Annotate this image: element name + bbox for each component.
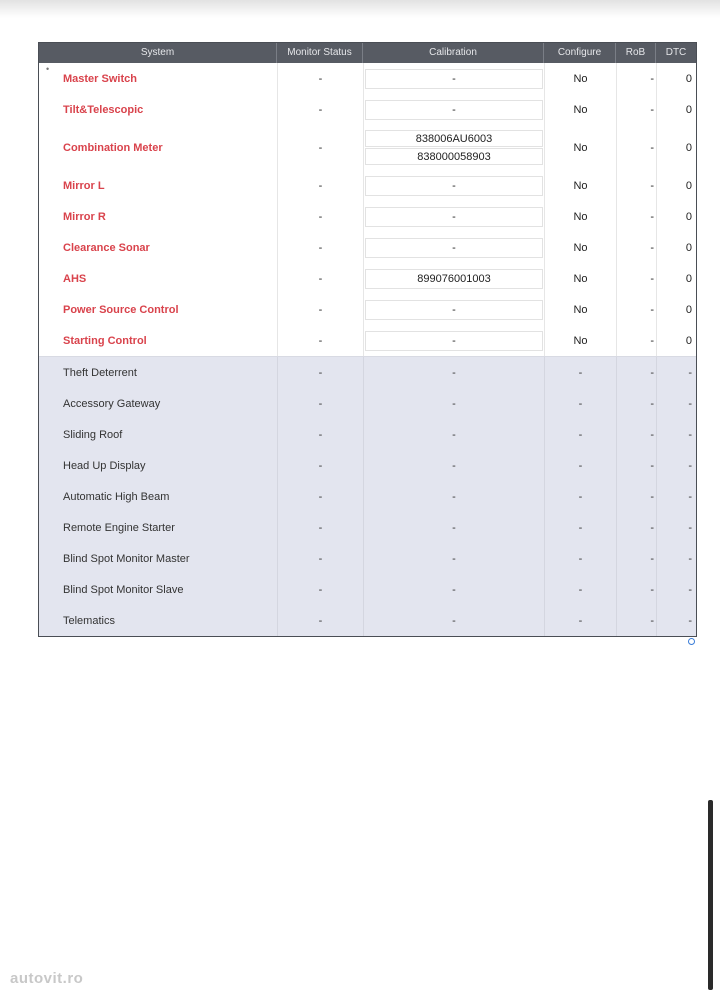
header-dtc: DTC	[665, 47, 687, 58]
monitor-status: -	[277, 125, 363, 170]
monitor-status: -	[277, 512, 363, 543]
configure-value: -	[544, 481, 616, 512]
system-name[interactable]: Theft Deterrent	[63, 366, 137, 379]
monitor-status: -	[277, 450, 363, 481]
rob-value: -	[616, 125, 656, 170]
configure-value: -	[544, 388, 616, 419]
calibration-value: -	[363, 481, 544, 512]
system-name[interactable]: Head Up Display	[63, 459, 146, 472]
calibration-value: -	[363, 388, 544, 419]
calibration-value: -	[365, 176, 543, 196]
rob-value: -	[616, 170, 656, 201]
configure-value: -	[544, 574, 616, 605]
configure-value: No	[544, 170, 616, 201]
calibration-value: -	[363, 543, 544, 574]
calibration-cell	[363, 263, 544, 294]
calibration-value: -	[365, 300, 543, 320]
configure-value: No	[544, 232, 616, 263]
rob-value: -	[616, 388, 656, 419]
monitor-status: -	[277, 63, 363, 94]
table-row	[39, 201, 696, 232]
dtc-value: 0	[656, 294, 696, 325]
calibration-value: 838006AU6003	[365, 130, 543, 147]
system-name[interactable]: Telematics	[63, 614, 115, 627]
dtc-value: 0	[656, 201, 696, 232]
monitor-status: -	[277, 419, 363, 450]
table-row	[39, 419, 696, 450]
system-name[interactable]: Blind Spot Monitor Master	[63, 552, 190, 565]
system-name[interactable]: Tilt&Telescopic	[63, 103, 144, 116]
monitor-status: -	[277, 232, 363, 263]
table-row	[39, 481, 696, 512]
calibration-values	[365, 269, 543, 289]
corner-marker	[688, 638, 695, 645]
configure-value: -	[544, 450, 616, 481]
monitor-status: -	[277, 94, 363, 125]
system-name[interactable]: Mirror L	[63, 179, 105, 192]
system-name[interactable]: Automatic High Beam	[63, 490, 170, 503]
monitor-status: -	[277, 605, 363, 636]
table-row	[39, 543, 696, 574]
system-name[interactable]: Power Source Control	[63, 303, 179, 316]
system-name[interactable]: Clearance Sonar	[63, 241, 150, 254]
dtc-value: -	[656, 543, 696, 574]
calibration-values	[365, 238, 543, 258]
system-name[interactable]: AHS	[63, 272, 87, 285]
monitor-status: -	[277, 263, 363, 294]
rob-value: -	[616, 63, 656, 94]
table-row	[39, 232, 696, 263]
watermark: autovit.ro	[10, 970, 84, 987]
table-row	[39, 94, 696, 125]
configure-value: -	[544, 543, 616, 574]
dtc-value: -	[656, 419, 696, 450]
calibration-values	[365, 207, 543, 227]
calibration-value: 899076001003	[365, 269, 543, 289]
system-name[interactable]: Accessory Gateway	[63, 397, 161, 410]
configure-value: No	[544, 263, 616, 294]
calibration-value: -	[365, 69, 543, 89]
system-status-table	[38, 42, 697, 637]
calibration-value: -	[363, 419, 544, 450]
table-row	[39, 388, 696, 419]
calibration-value: 838000058903	[365, 148, 543, 165]
table-row	[39, 605, 696, 636]
calibration-cell	[363, 125, 544, 170]
configure-value: -	[544, 605, 616, 636]
dtc-value: 0	[656, 170, 696, 201]
calibration-cell	[363, 325, 544, 356]
configure-value: No	[544, 325, 616, 356]
rob-value: -	[616, 263, 656, 294]
table-row	[39, 574, 696, 605]
calibration-value: -	[363, 605, 544, 636]
calibration-value: -	[365, 100, 543, 120]
header-configure: Configure	[544, 43, 616, 63]
table-row	[39, 512, 696, 543]
table-row	[39, 125, 696, 170]
monitor-status: -	[277, 201, 363, 232]
monitor-status: -	[277, 543, 363, 574]
configure-value: -	[544, 357, 616, 388]
system-name[interactable]: Remote Engine Starter	[63, 521, 175, 534]
table-row	[39, 263, 696, 294]
system-name[interactable]: Master Switch	[63, 72, 137, 85]
scan-mark: •	[46, 64, 50, 74]
header-monitor-status: Monitor Status	[277, 43, 363, 63]
calibration-values	[365, 100, 543, 120]
system-name[interactable]: Starting Control	[63, 334, 147, 347]
system-name[interactable]: Sliding Roof	[63, 428, 123, 441]
table-row	[39, 450, 696, 481]
calibration-cell	[363, 232, 544, 263]
rob-value: -	[616, 294, 656, 325]
header-rob: RoB	[616, 43, 656, 63]
calibration-value: -	[363, 450, 544, 481]
calibration-values	[365, 331, 543, 351]
table-header	[39, 43, 696, 63]
rob-value: -	[616, 543, 656, 574]
rob-value: -	[616, 512, 656, 543]
monitor-status: -	[277, 170, 363, 201]
dtc-value: -	[656, 574, 696, 605]
calibration-values	[365, 176, 543, 196]
rob-value: -	[616, 201, 656, 232]
rob-value: -	[616, 325, 656, 356]
rob-value: -	[616, 481, 656, 512]
calibration-value: -	[363, 574, 544, 605]
configure-value: No	[544, 94, 616, 125]
monitor-status: -	[277, 574, 363, 605]
dtc-value: 0	[656, 325, 696, 356]
configure-value: -	[544, 512, 616, 543]
calibration-cell	[363, 201, 544, 232]
dtc-value: 0	[656, 125, 696, 170]
calibration-value: -	[363, 357, 544, 388]
rob-value: -	[616, 574, 656, 605]
table-row	[39, 170, 696, 201]
calibration-cell	[363, 294, 544, 325]
calibration-value: -	[363, 512, 544, 543]
scan-top-band	[0, 0, 720, 18]
system-name[interactable]: Blind Spot Monitor Slave	[63, 583, 184, 596]
monitor-status: -	[277, 481, 363, 512]
dtc-value: -	[656, 388, 696, 419]
monitor-status: -	[277, 388, 363, 419]
dtc-value: 0	[656, 63, 696, 94]
dtc-value: -	[656, 481, 696, 512]
rob-value: -	[616, 450, 656, 481]
calibration-value: -	[365, 207, 543, 227]
monitor-status: -	[277, 294, 363, 325]
configure-value: No	[544, 125, 616, 170]
scan-edge-mark	[708, 800, 713, 990]
calibration-values	[365, 69, 543, 89]
rob-value: -	[616, 419, 656, 450]
configure-value: -	[544, 419, 616, 450]
configure-value: No	[544, 63, 616, 94]
configure-value: No	[544, 294, 616, 325]
header-calibration: Calibration	[363, 43, 544, 63]
table-row	[39, 294, 696, 325]
rob-value: -	[616, 357, 656, 388]
dtc-value: -	[656, 357, 696, 388]
dtc-value: 0	[656, 263, 696, 294]
header-system: System	[39, 43, 277, 63]
dtc-value: -	[656, 450, 696, 481]
monitor-status: -	[277, 357, 363, 388]
dtc-value: 0	[656, 94, 696, 125]
dtc-value: -	[656, 512, 696, 543]
system-name[interactable]: Mirror R	[63, 210, 106, 223]
calibration-cell	[363, 170, 544, 201]
table-row	[39, 325, 696, 356]
calibration-values	[365, 130, 543, 165]
table-row	[39, 357, 696, 388]
rob-value: -	[616, 605, 656, 636]
dtc-value: -	[656, 605, 696, 636]
calibration-cell	[363, 63, 544, 94]
table-row	[39, 63, 696, 94]
rob-value: -	[616, 232, 656, 263]
rob-value: -	[616, 94, 656, 125]
inactive-systems	[39, 356, 696, 636]
calibration-cell	[363, 94, 544, 125]
active-systems	[39, 63, 696, 356]
calibration-values	[365, 300, 543, 320]
dtc-value: 0	[656, 232, 696, 263]
monitor-status: -	[277, 325, 363, 356]
calibration-value: -	[365, 238, 543, 258]
configure-value: No	[544, 201, 616, 232]
calibration-value: -	[365, 331, 543, 351]
system-name[interactable]: Combination Meter	[63, 141, 163, 154]
